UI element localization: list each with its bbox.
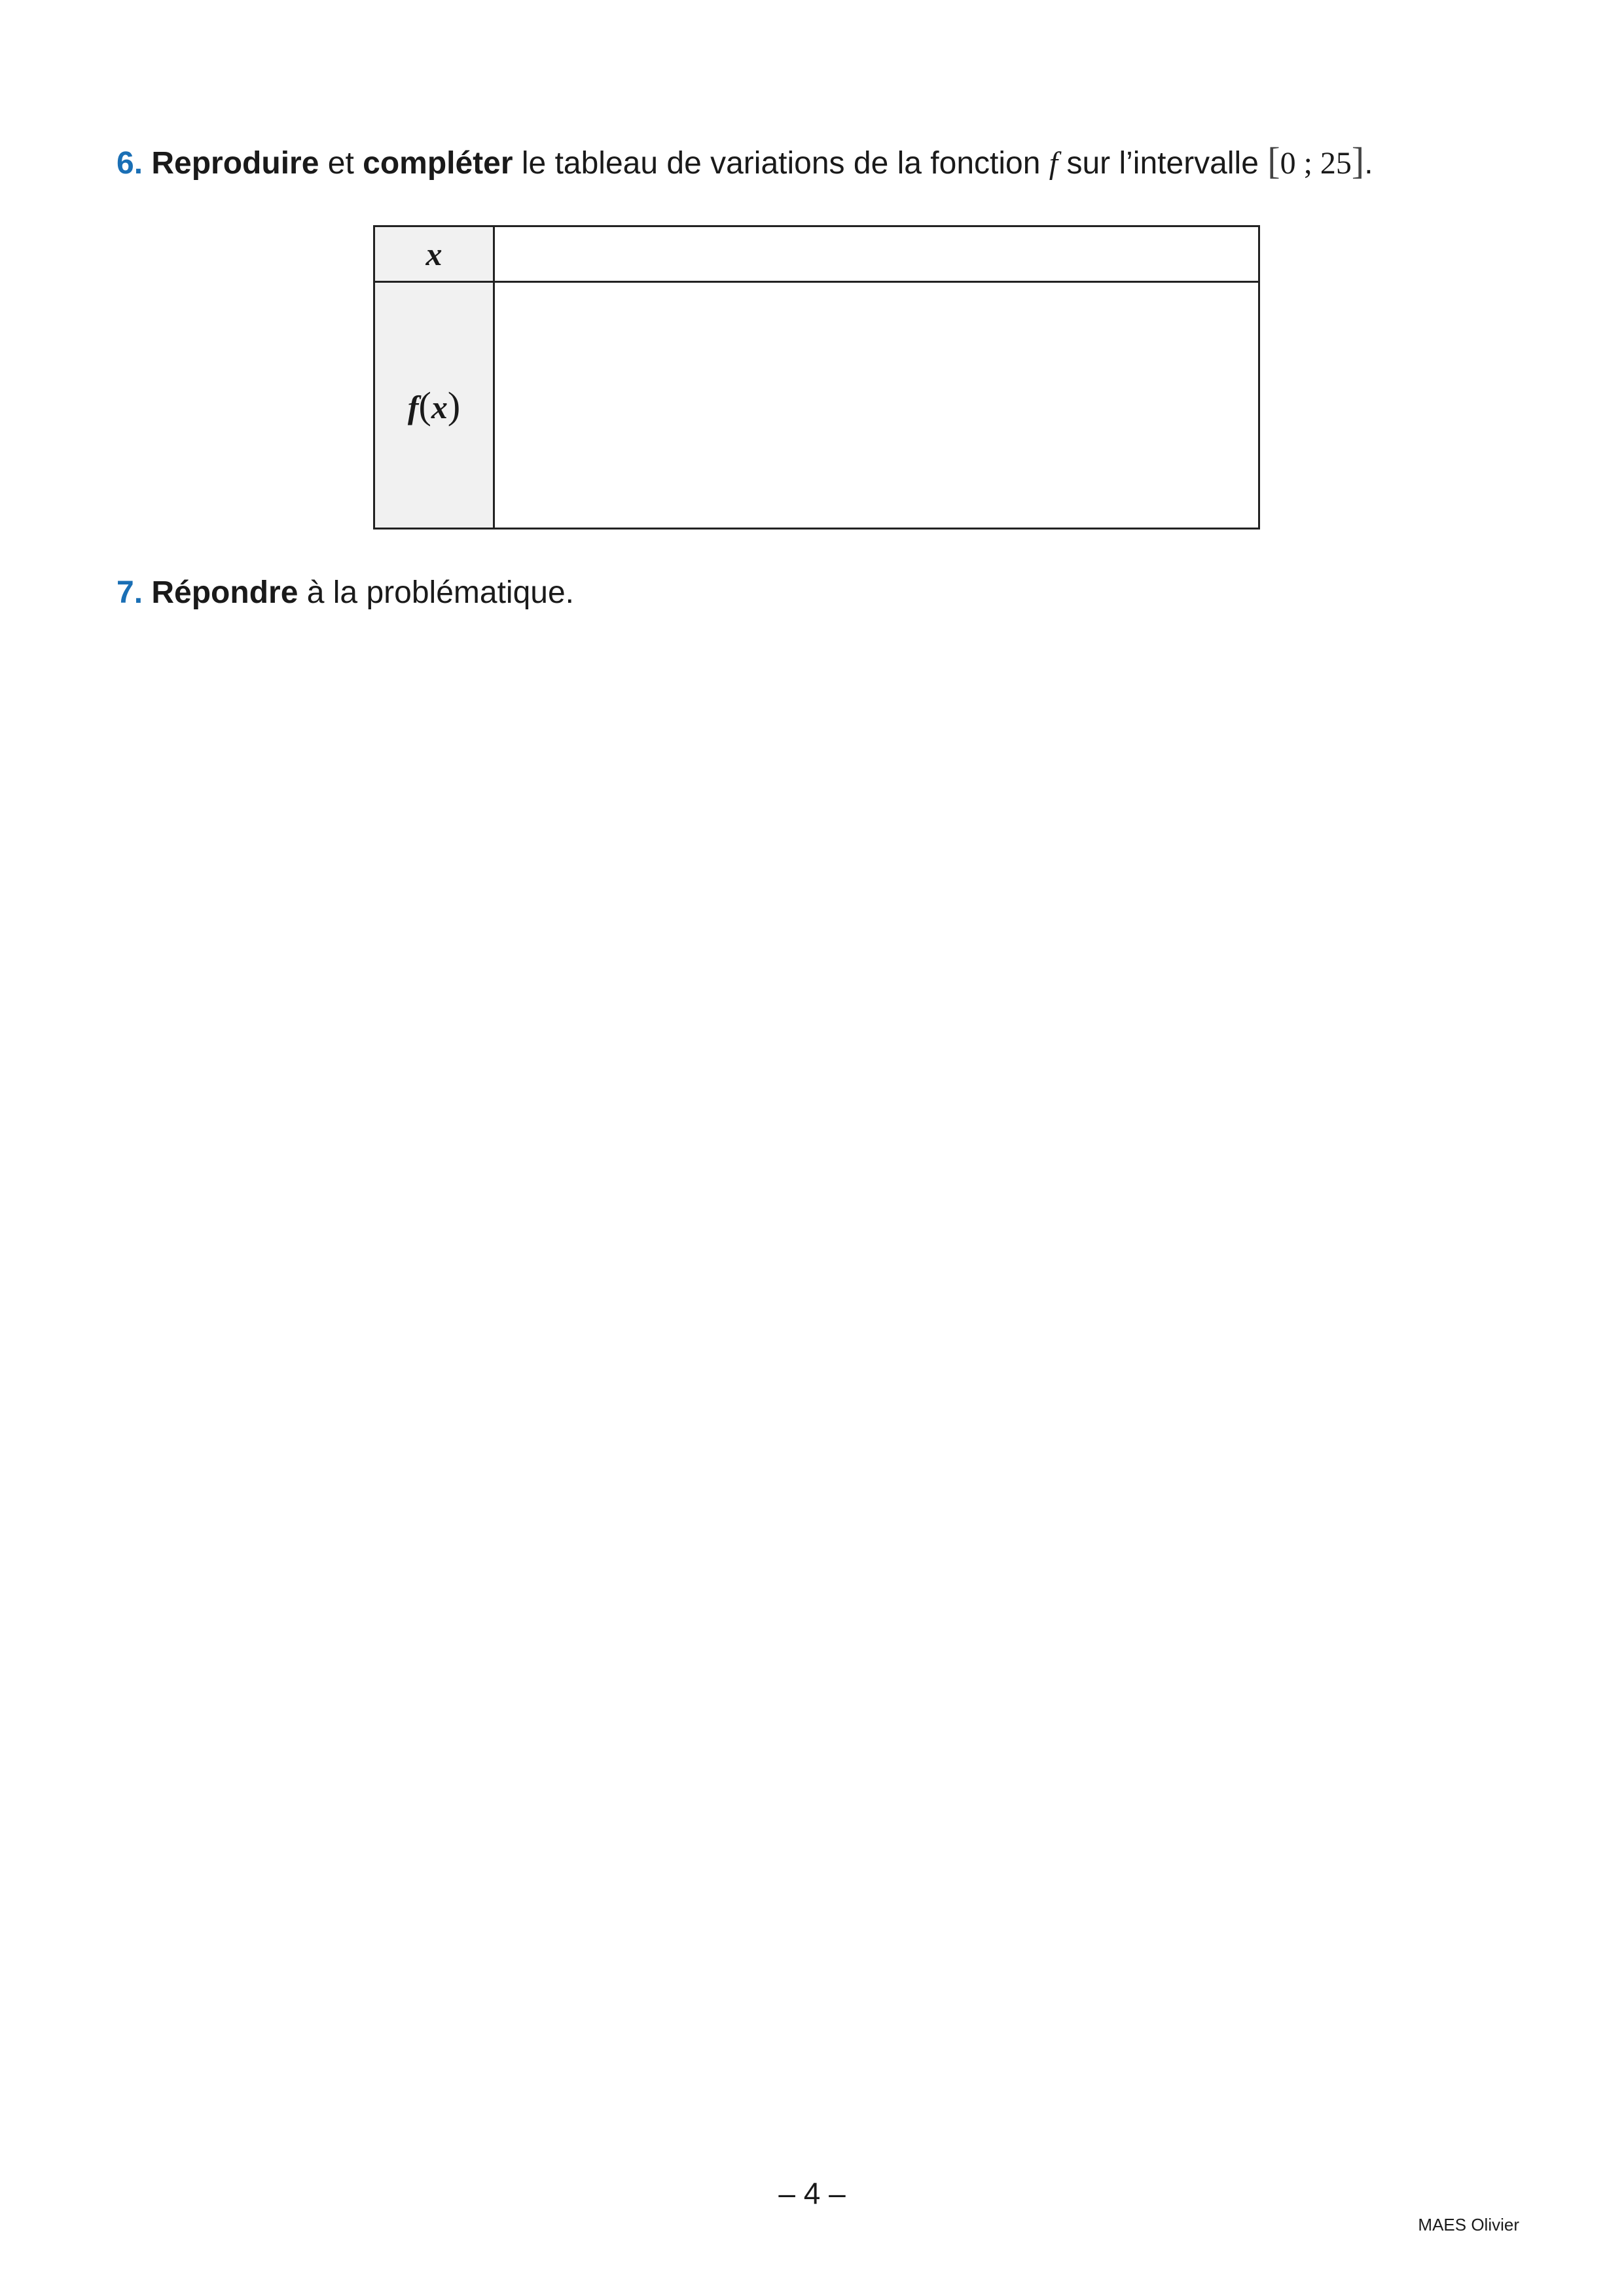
- question-7-verb: Répondre: [151, 575, 298, 610]
- question-6-text-a: le tableau de variations de la fonction: [521, 146, 1041, 181]
- variation-table-row-fx: [374, 282, 1259, 529]
- variation-table: [373, 225, 1260, 529]
- question-6-verb-completer: compléter: [363, 146, 513, 181]
- question-6-text-b: sur l’intervalle: [1066, 146, 1259, 181]
- question-7-number: 7.: [117, 575, 143, 610]
- interval-open-bracket: [: [1267, 139, 1280, 182]
- variation-table-fx-cell[interactable]: [494, 282, 1259, 529]
- variation-table-row-x: [374, 226, 1259, 282]
- question-6-period: .: [1364, 146, 1373, 181]
- fx-var: x: [431, 388, 448, 425]
- variation-table-x-cell[interactable]: [494, 226, 1259, 282]
- page-number: – 4 –: [778, 2176, 846, 2210]
- fx-open-paren: (: [418, 384, 431, 427]
- question-6-conjunction: et: [327, 146, 354, 181]
- variation-table-x-label: [374, 226, 494, 282]
- x-label: x: [425, 236, 442, 272]
- question-6-verb-reproduire: Reproduire: [151, 146, 319, 181]
- interval-value: 0 ; 25: [1280, 146, 1352, 181]
- question-6: [117, 141, 1373, 183]
- fx-func: f: [407, 388, 419, 425]
- question-7: [117, 573, 574, 613]
- question-7-text: à la problématique.: [306, 575, 574, 610]
- author-name: MAES Olivier: [1418, 2215, 1519, 2234]
- fx-close-paren: ): [447, 384, 461, 427]
- question-6-number: 6.: [117, 146, 143, 181]
- function-symbol: f: [1049, 146, 1058, 181]
- variation-table-fx-label: [374, 282, 494, 529]
- interval-close-bracket: ]: [1351, 139, 1365, 182]
